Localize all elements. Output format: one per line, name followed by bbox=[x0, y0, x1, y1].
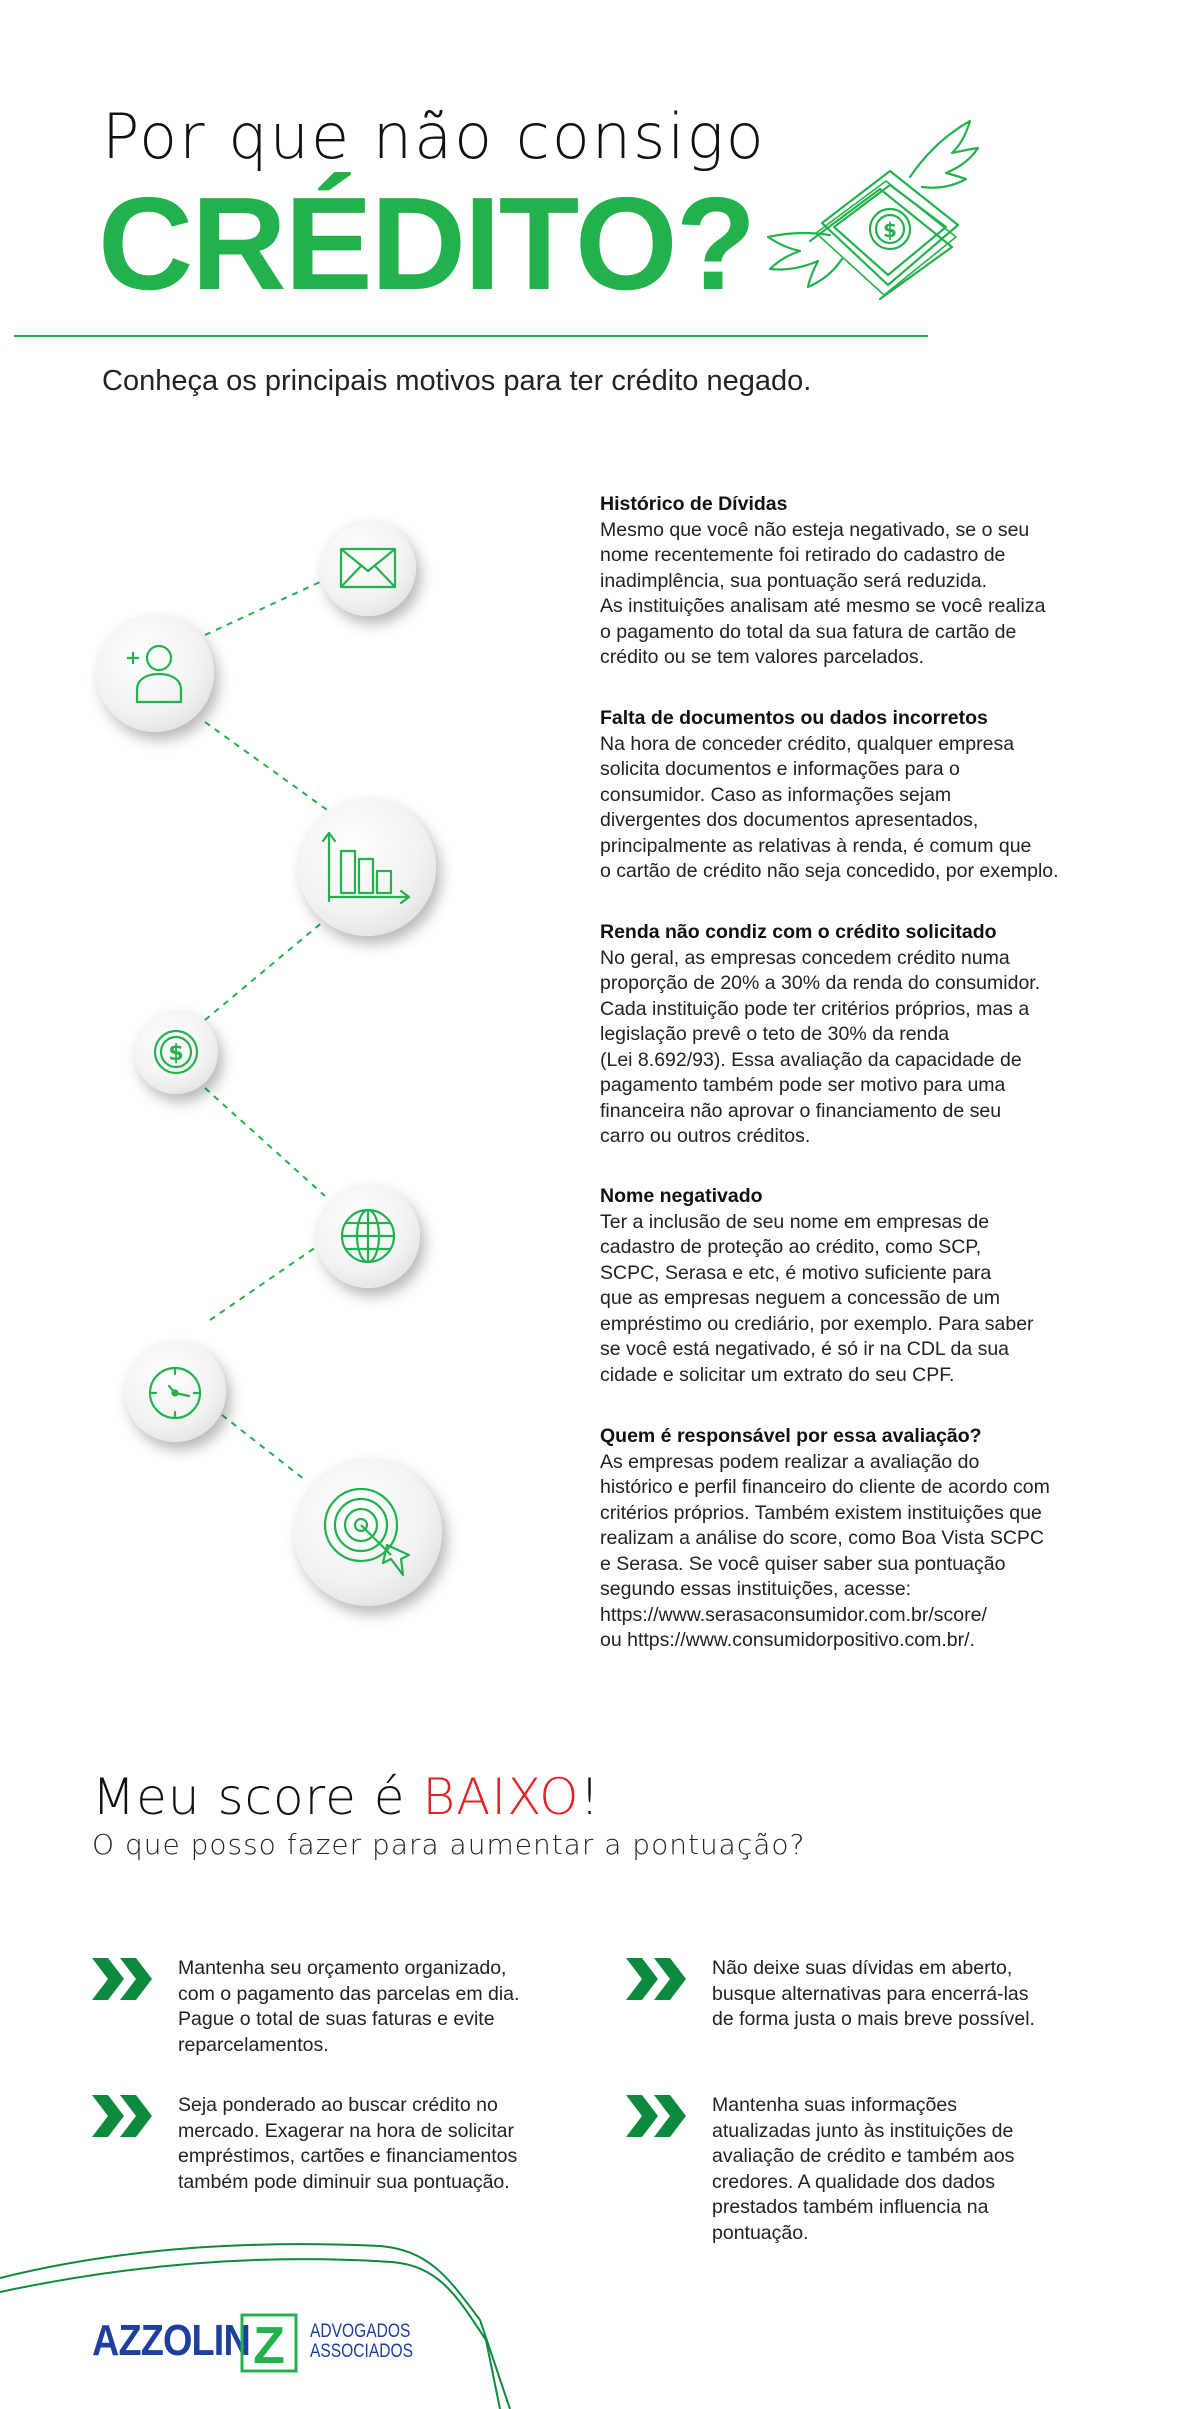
double-chevron-icon bbox=[624, 2093, 690, 2139]
dollar-coin-circle bbox=[134, 1010, 218, 1094]
clock-icon bbox=[147, 1362, 203, 1420]
bar-chart-circle bbox=[298, 798, 436, 936]
clock-circle bbox=[124, 1340, 226, 1442]
score-title-prefix: Meu score é bbox=[92, 1768, 423, 1826]
score-subtitle: O que posso fazer para aumentar a pontuação? bbox=[92, 1828, 806, 1861]
logo-subtitle bbox=[310, 2322, 413, 2362]
reason-title: Renda não condiz com o crédito solicitado bbox=[600, 921, 997, 943]
page-title-line1: Por que não consigo bbox=[102, 100, 766, 173]
logo-subtitle-line2: ASSOCIADOS bbox=[310, 2341, 414, 2362]
header-divider bbox=[14, 335, 928, 337]
reason-title: Histórico de Dívidas bbox=[600, 493, 788, 515]
add-user-circle bbox=[96, 614, 214, 732]
double-chevron-icon bbox=[90, 2093, 156, 2139]
globe-circle bbox=[316, 1184, 420, 1288]
bar-chart-icon bbox=[321, 829, 413, 905]
reason-body: No geral, as empresas concedem crédito numa proporção de 20% a 30% da renda do consumidor. Cada instituição pode ter critérios próprios, mas a legislação prevê o teto de 30% da renda (Lei 8.692/93). Essa avaliação da capacidade de pagamento também pode ser motivo para uma financeira não aprovar o financiamento de seu carro ou outros créditos. bbox=[600, 946, 1041, 1147]
score-title-highlight: BAIXO bbox=[422, 1768, 580, 1826]
reason-missing-documents bbox=[600, 706, 1140, 885]
add-user-icon bbox=[125, 642, 185, 704]
reason-body: Na hora de conceder crédito, qualquer empresa solicita documentos e informações para o consumidor. Caso as informações sejam divergentes dos documentos apresentados, principalmente as relativas à renda, é comum que o cartão de crédito não seja concedido, por exemplo. bbox=[600, 732, 1059, 882]
tip-item: Não deixe suas dívidas em aberto, busque alternativas para encerrá-las de forma justa o mais breve possível. bbox=[712, 1957, 1035, 2030]
tip-item: Mantenha seu orçamento organizado, com o pagamento das parcelas em dia. Pague o total de suas faturas e evite reparcelamentos. bbox=[178, 1957, 520, 2056]
target-icon bbox=[321, 1485, 415, 1579]
logo-mark-letter: Z bbox=[253, 2317, 285, 2373]
score-title bbox=[92, 1768, 601, 1826]
logo-name: AZZOLIN bbox=[92, 2316, 250, 2365]
logo-mark-icon bbox=[240, 2313, 298, 2373]
reason-body: Mesmo que você não esteja negativado, se o seu nome recentemente foi retirado do cadastro de inadimplência, sua pontuação será reduzida. As instituições analisam até mesmo se você realiza o pagamento do total da sua fatura de cartão de crédito ou se tem valores parcelados. bbox=[600, 518, 1046, 668]
score-title-suffix: ! bbox=[579, 1768, 601, 1826]
reason-title: Falta de documentos ou dados incorretos bbox=[600, 707, 988, 729]
flying-money-icon bbox=[760, 115, 990, 300]
tip-item: Mantenha suas informações atualizadas junto às instituições de avaliação de crédito e também aos credores. A qualidade dos dados prestados também influencia na pontuação. bbox=[712, 2094, 1015, 2244]
reason-income-mismatch bbox=[600, 920, 1140, 1150]
tip-item: Seja ponderado ao buscar crédito no mercado. Exagerar na hora de solicitar empréstimos, cartões e financiamentos também pode diminuir sua pontuação. bbox=[178, 2094, 518, 2193]
envelope-circle bbox=[320, 520, 416, 616]
svg-text:$: $ bbox=[168, 1041, 184, 1066]
double-chevron-icon bbox=[624, 1956, 690, 2002]
reason-title: Quem é responsável por essa avaliação? bbox=[600, 1425, 982, 1447]
reason-who-evaluates bbox=[600, 1424, 1140, 1654]
envelope-icon bbox=[339, 547, 397, 589]
page-title-credit: CRÉDITO? bbox=[98, 170, 755, 317]
double-chevron-icon bbox=[90, 1956, 156, 2002]
reason-body: As empresas podem realizar a avaliação do histórico e perfil financeiro do cliente de acordo com critérios próprios. Também existem instituições que realizam a análise do score, como Boa Vista SCPC e Serasa. Se você quiser saber sua pontuação segundo essas instituições, acesse: https://www.serasaconsumidor.com.br/score/ ou https://www.consumidorpositivo.com.br/. bbox=[600, 1450, 1050, 1651]
svg-text:$: $ bbox=[883, 218, 897, 242]
reason-debt-history bbox=[600, 492, 1140, 671]
globe-icon bbox=[339, 1207, 397, 1265]
logo-subtitle-line1: ADVOGADOS bbox=[310, 2321, 411, 2342]
page-subtitle: Conheça os principais motivos para ter crédito negado. bbox=[102, 365, 812, 397]
icon-connector-lines bbox=[0, 470, 560, 1630]
reason-body: Ter a inclusão de seu nome em empresas de cadastro de proteção ao crédito, como SCP, SCPC, Serasa e etc, é motivo suficiente para que as empresas neguem a concessão de um empréstimo ou crediário, por exemplo. Para saber se você está negativado, é só ir na CDL da sua cidade e solicitar um extrato do seu CPF. bbox=[600, 1210, 1034, 1386]
reason-title: Nome negativado bbox=[600, 1185, 763, 1207]
reason-negative-name bbox=[600, 1184, 1140, 1388]
dollar-coin-icon bbox=[153, 1029, 199, 1075]
target-circle bbox=[294, 1458, 442, 1606]
